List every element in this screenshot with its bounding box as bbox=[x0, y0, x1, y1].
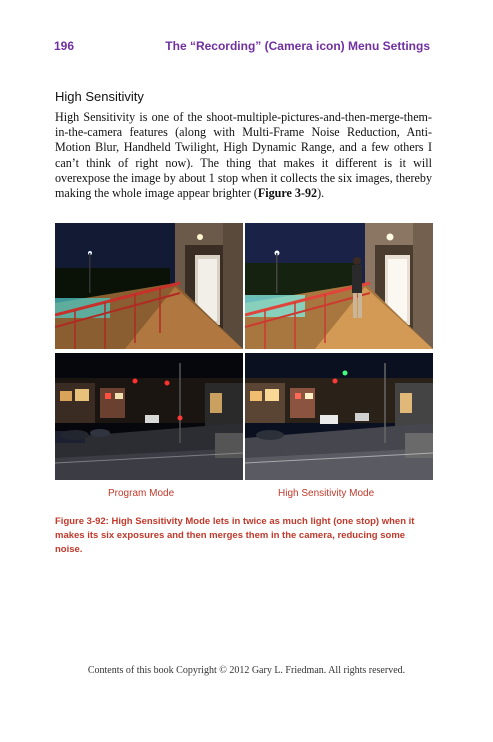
page-header bbox=[54, 39, 430, 55]
running-title: The “Recording” (Camera icon) Menu Settings bbox=[165, 39, 430, 53]
photo-street-high-sensitivity bbox=[245, 353, 433, 480]
figure-caption: Figure 3-92: High Sensitivity Mode lets in twice as much light (one stop) when it makes its six exposures and then merges them in the camera, reducing some noise. bbox=[55, 516, 415, 555]
figure-label-high-sensitivity: High Sensitivity Mode bbox=[278, 488, 375, 499]
body-paragraph bbox=[55, 110, 432, 201]
figure-label-program-mode: Program Mode bbox=[108, 488, 175, 499]
page-footer-copyright: Contents of this book Copyright © 2012 Gary L. Friedman. All rights reserved. bbox=[87, 665, 406, 676]
photo-balcony-program-mode bbox=[55, 223, 243, 349]
photo-street-program-mode bbox=[55, 353, 243, 480]
figure-reference: Figure 3-92 bbox=[257, 186, 318, 201]
photo-balcony-high-sensitivity bbox=[245, 223, 433, 349]
body-text-end: ). bbox=[317, 186, 325, 201]
page-number: 196 bbox=[54, 39, 75, 53]
body-text-part: High Sensitivity is one of the shoot-multiple-pictures-and-then-merge-them-in-the-camera features (along with Multi-Frame Noise Reduction, Anti-Motion Blur, Handheld Twilight, High Dynamic Range, and a few others I can’t think of right now). The thing that makes it different is it will overexpose the image by about 1 stop when it collects the six images, thereby making the whole image appear brighter ( bbox=[55, 110, 432, 201]
section-title: High Sensitivity bbox=[55, 89, 144, 104]
